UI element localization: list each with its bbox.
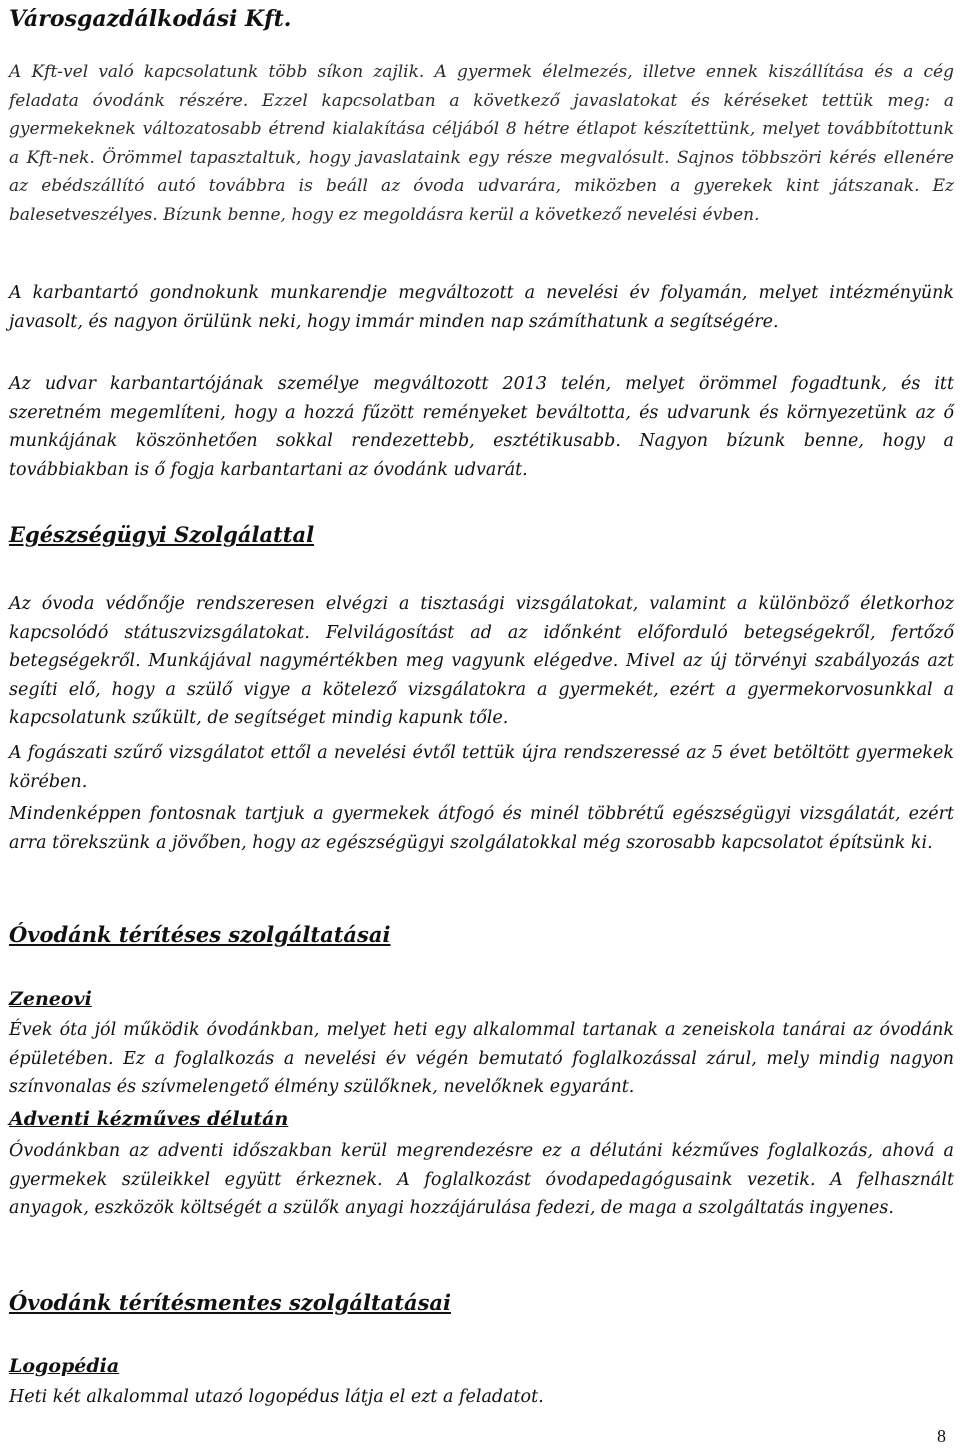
paragraph-kft: A Kft-vel való kapcsolatunk több síkon zajlik. A gyermek élelmezés, illetve ennek kiszállítása és a cég feladata óvodánk részére. Ezzel kapcsolatban a következő javaslatokat és kéréseket tettük meg: a gyermekeknek változatosabb étrend kialakítása céljából 8 hétre étlapot készítettünk, melyet továbbítottunk a Kft-nek. Örömmel tapasztaltuk, hogy javaslataink egy része megvalósult. Sajnos többszöri kérés ellenére az ebédszállító autó továbbra is beáll az óvoda udvarára, miközben a gyerekek kint játszanak. Ez balesetveszélyes. Bízunk benne, hogy ez megoldásra kerül a következő nevelési évben.: [9, 62, 954, 225]
heading-free-services: Óvodánk térítésmentes szolgáltatásai: [9, 1290, 451, 1315]
paragraph-advent: Óvodánkban az adventi időszakban kerül megrendezésre ez a délutáni kézműves foglalkozás, ahová a gyermekek szüleikkel együtt érkeznek. A foglalkozást óvodapedagógusaink vezetik. A felhasznált anyagok, eszközök költségét a szülők anyagi hozzájárulása fedezi, de maga a szolgáltatás ingyenes.: [9, 1141, 954, 1218]
paragraph-health-1: Az óvoda védőnője rendszeresen elvégzi a tisztasági vizsgálatokat, valamint a különböző életkorhoz kapcsolódó státuszvizsgálatokat. Felvilágosítást ad az időnként előforduló betegségekről, fertőző betegségekről. Munkájával nagymértékben meg vagyunk elégedve. Mivel az új törvényi szabályozás azt segíti elő, hogy a szülő vigye a kötelező vizsgálatokra a gyermekét, ezért a gyermekorvosunkkal a kapcsolatunk szűkült, de segítséget mindig kapunk tőle.: [9, 594, 954, 728]
paragraph-gondnok: A karbantartó gondnokunk munkarendje megváltozott a nevelési év folyamán, melyet intézményünk javasolt, és nagyon örülünk neki, hogy immár minden nap számíthatunk a segítségére.: [9, 283, 954, 332]
heading-zeneovi: Zeneovi: [9, 988, 92, 1010]
heading-logopedia: Logopédia: [9, 1355, 120, 1377]
heading-health-service: Egészségügyi Szolgálattal: [9, 522, 315, 547]
paragraph-health-2: A fogászati szűrő vizsgálatot ettől a nevelési évtől tettük újra rendszeressé az 5 évet betöltött gyermekek körében.: [9, 743, 954, 792]
paragraph-logopedia: Heti két alkalommal utazó logopédus látja el ezt a feladatot.: [9, 1387, 544, 1407]
section-title-kft: Városgazdálkodási Kft.: [9, 6, 292, 32]
heading-advent: Adventi kézműves délután: [9, 1108, 289, 1130]
page-number: 8: [937, 1426, 946, 1446]
heading-paid-services: Óvodánk térítéses szolgáltatásai: [9, 922, 391, 947]
paragraph-health-3: Mindenképpen fontosnak tartjuk a gyermekek átfogó és minél többrétű egészségügyi vizsgálatát, ezért arra törekszünk a jövőben, hogy az egészségügyi szolgálatokkal még szorosabb kapcsolatot építsünk ki.: [9, 804, 954, 853]
paragraph-zeneovi: Évek óta jól működik óvodánkban, melyet heti egy alkalommal tartanak a zeneiskola tanárai az óvodánk épületében. Ez a foglalkozás a nevelési év végén bemutató foglalkozással zárul, mely mindig nagyon színvonalas és szívmelengető élmény szülőknek, nevelőknek egyaránt.: [9, 1020, 954, 1097]
paragraph-udvar: Az udvar karbantartójának személye megváltozott 2013 telén, melyet örömmel fogadtunk, és itt szeretném megemlíteni, hogy a hozzá fűzött reményeket beváltotta, és udvarunk és környezetünk az ő munkájának köszönhetően sokkal rendezettebb, esztétikusabb. Nagyon bízunk benne, hogy a továbbiakban is ő fogja karbantartani az óvodánk udvarát.: [9, 374, 954, 480]
